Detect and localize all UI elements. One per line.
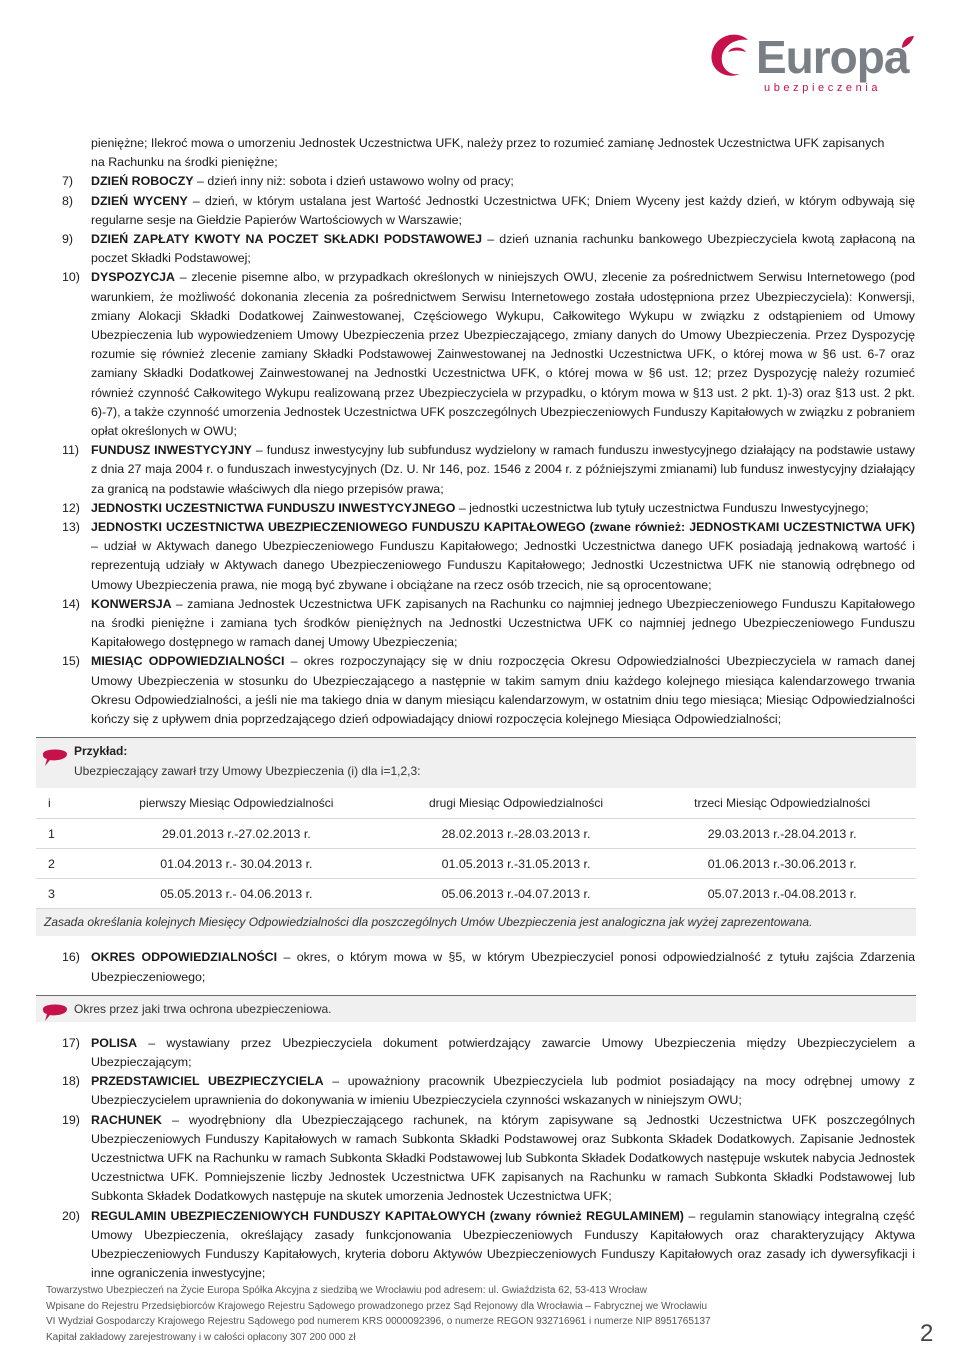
definition-term: MIESIĄC ODPOWIEDZIALNOŚCI (91, 654, 285, 669)
footer-line: Kapitał zakładowy zarejestrowany i w całości opłacony 307 200 000 zł (46, 1331, 356, 1343)
example-table (36, 788, 916, 909)
definition-number: 7) (62, 174, 74, 189)
definition-item (62, 192, 915, 230)
definition-term: DZIEŃ ROBOCZY (91, 174, 194, 189)
definition-number: 19) (62, 1112, 80, 1127)
page-number: 2 (920, 1320, 934, 1347)
definition-number: 11) (62, 443, 79, 458)
table-cell: 1 (36, 819, 89, 849)
definition-term: JEDNOSTKI UCZESTNICTWA FUNDUSZU INWESTYCYJNEGO (91, 500, 456, 515)
definition-number: 9) (62, 232, 74, 247)
company-footer (46, 1283, 711, 1345)
table-header-row (36, 788, 916, 819)
example-header (36, 737, 916, 788)
definition-text: – wyodrębniony dla Ubezpieczającego rachunek, na którym zapisywane są Jednostki Uczestnictwa UFK poszczególnych Ubezpieczeniowych Funduszy Kapitałowych w ramach Subkonta Składki Podstawowej oraz Subkonta Składek Dodatkowych. Zapisanie Jednostek Uczestnictwa UFK na Rachunku w ramach Subkonta Składki Podstawowej lub Subkonta Składek Dodatkowych następuje wskutek nabycia Jednostek Uczestnictwa UFK. Pomniejszenie liczby Jednostek Uczestnictwa UFK zapisanych na Rachunku w ramach Subkonta Składki Podstawowej lub Subkonta Składek Dodatkowych następuje na skutek umorzenia Jednostek Uczestnictwa UFK; (91, 1112, 915, 1204)
definition-item (62, 948, 915, 986)
definition-term: DZIEŃ ZAPŁATY KWOTY NA POCZET SKŁADKI PODSTAWOWEJ (91, 232, 483, 247)
document-body (44, 134, 916, 1283)
definition-item (62, 652, 915, 729)
definitions-list (62, 1034, 915, 1284)
definition-term: KONWERSJA (91, 596, 172, 611)
definition-number: 16) (62, 950, 80, 965)
definition-number: 20) (62, 1208, 80, 1223)
table-row (36, 849, 916, 879)
definition-term: REGULAMIN UBEZPIECZENIOWYCH FUNDUSZY KAPITAŁOWYCH (zwany również REGULAMINEM) (91, 1208, 684, 1223)
definition-text: – jednostki uczestnictwa lub tytuły uczestnictwa Funduszu Inwestycyjnego; (455, 500, 869, 515)
note-box (36, 995, 916, 1022)
definition-term: DYSPOZYCJA (91, 270, 175, 285)
definition-number: 18) (62, 1074, 80, 1089)
column-header: pierwszy Miesiąc Odpowiedzialności (89, 788, 384, 819)
definition-number: 14) (62, 596, 80, 611)
example-subtitle: Ubezpieczający zawarł trzy Umowy Ubezpieczenia (i) dla i=1,2,3: (74, 764, 421, 779)
column-header: trzeci Miesiąc Odpowiedzialności (648, 788, 916, 819)
definition-item (62, 518, 915, 595)
definition-text: – okres rozpoczynający się w dniu rozpoczęcia Okresu Odpowiedzialności Ubezpieczyciela w ramach danej Umowy Ubezpieczenia w stosunku do Ubezpieczającego a następnie w takim samym dniu każdego kolejnego miesiąca kalendarzowego trwania Okresu Odpowiedzialności, a jeśli nie ma takiego dnia w danym miesiącu kalendarzowym, w ostatnim dniu tego miesiąca; Miesiąc Odpowiedzialności kończy się z upływem dnia poprzedzającego dzień odpowiadający dniowi rozpoczęcia kolejnego Miesiąca Odpowiedzialności; (91, 654, 915, 727)
table-cell: 05.07.2013 r.-04.08.2013 r. (648, 879, 916, 909)
definition-number: 8) (62, 193, 74, 208)
note-text: Okres przez jaki trwa ochrona ubezpieczeniowa. (74, 1001, 332, 1016)
column-header: drugi Miesiąc Odpowiedzialności (384, 788, 649, 819)
definition-term: FUNDUSZ INWESTYCYJNY (91, 443, 252, 458)
definition-term: RACHUNEK (91, 1112, 162, 1127)
definition-item (62, 441, 915, 499)
intro-line: pieniężne; Ilekroć mowa o umorzeniu Jednostek Uczestnictwa UFK, należy przez to rozumieć zamianę Jednostek Uczestnictwa UFK zapisanych (91, 136, 885, 150)
definition-text: – udział w Aktywach danego Ubezpieczeniowego Funduszu Kapitałowego; Jednostki Uczestnictwa danego UFK posiadają jednakową wartość i reprezentują udziały w Aktywach danego Ubezpieczeniowego Funduszu Kapitałowego; Jednostki Uczestnictwa UFK nie stanowią odrębnego od Umowy Ubezpieczenia prawa, nie mogą być zbywane i obciążane na rzecz osób trzecich, nie są oprocentowane; (91, 539, 915, 592)
definition-term: OKRES ODPOWIEDZIALNOŚCI (91, 950, 278, 965)
definition-item (62, 1072, 915, 1110)
definition-term: JEDNOSTKI UCZESTNICTWA UBEZPIECZENIOWEGO FUNDUSZU KAPITAŁOWEGO (zwane również: JEDNOSTKAMI UCZESTNICTWA UFK) (91, 520, 915, 535)
definition-text: – okres, o którym mowa w §5, w którym Ubezpieczyciel ponosi odpowiedzialność z tytułu zajścia Zdarzenia Ubezpieczeniowego; (91, 950, 915, 984)
definition-item (62, 172, 915, 191)
footer-line: VI Wydział Gospodarczy Krajowego Rejestru Sądowego pod numerem KRS 0000092396, o numerze REGON 932716961 i numerze NIP 8951765137 (46, 1316, 711, 1327)
table-row (36, 879, 916, 909)
definition-item (62, 1111, 915, 1207)
table-cell: 01.04.2013 r.- 30.04.2013 r. (89, 849, 384, 879)
definitions-list (62, 172, 915, 729)
example-box (36, 737, 916, 936)
definition-item (62, 595, 915, 653)
definition-item (62, 1034, 915, 1072)
definition-number: 10) (62, 270, 80, 285)
definition-text: – dzień, w którym ustalana jest Wartość Jednostki Uczestnictwa UFK; Dniem Wyceny jest każdy dzień, w którym odbywają się regularne sesje na Giełdzie Papierów Wartościowych w Warszawie; (91, 193, 915, 227)
definition-text: – fundusz inwestycyjny lub subfundusz wydzielony w ramach funduszu inwestycyjnego działający na podstawie ustawy z dnia 27 maja 2004 r. o funduszach inwestycyjnych (Dz. U. Nr 146, poz. 1546 z 2004 r. z późniejszymi zmianami) lub fundusz inwestycyjny działający za granicą na podstawie właściwych dla niego przepisów prawa; (91, 443, 916, 496)
speech-bubble-icon (40, 1001, 70, 1023)
table-cell: 01.06.2013 r.-30.06.2013 r. (648, 849, 916, 879)
definition-text: – zamiana Jednostek Uczestnictwa UFK zapisanych na Rachunku co najmniej jednego Ubezpieczeniowego Funduszu Kapitałowego na środki pieniężne i zamiana tych środków pieniężnych na Jednostki Uczestnictwa UFK co najmniej jednego Ubezpieczeniowego Funduszu Kapitałowego dostępnego w ramach danej Umowy Ubezpieczenia; (91, 596, 915, 650)
europa-logo (708, 30, 928, 96)
definition-number: 15) (62, 654, 80, 669)
table-cell: 2 (36, 849, 89, 879)
example-title: Przykład: (74, 744, 128, 759)
definition-term: PRZEDSTAWICIEL UBEZPIECZYCIELA (91, 1074, 324, 1089)
table-row (36, 819, 916, 849)
table-cell: 01.05.2013 r.-31.05.2013 r. (384, 849, 649, 879)
table-cell: 29.03.2013 r.-28.04.2013 r. (648, 819, 916, 849)
intro-line: na Rachunku na środki pieniężne; (91, 155, 278, 170)
definition-text: – regulamin stanowiący integralną część Umowy Ubezpieczenia, określający zasady funkcjonowania Ubezpieczeniowych Funduszy Kapitałowych oraz charakteryzujący Aktywa Ubezpieczeniowych Funduszy Kapitałowych, kryteria doboru Aktywów Ubezpieczeniowych Funduszy Kapitałowych oraz zasady ich dywersyfikacji i inne ograniczenia inwestycyjne; (91, 1208, 915, 1281)
definition-number: 12) (62, 500, 80, 515)
definition-item (62, 499, 915, 518)
logo-wordmark: Europa (756, 31, 909, 83)
table-cell: 05.05.2013 r.- 04.06.2013 r. (89, 879, 384, 909)
speech-bubble-icon (40, 746, 70, 768)
definition-item (62, 1207, 915, 1284)
definition-text: – dzień uznania rachunku bankowego Ubezpieczyciela kwotą zapłaconą na poczet Składki Podstawowej; (91, 232, 916, 266)
footer-line: Towarzystwo Ubezpieczeń na Życie Europa Spółka Akcyjna z siedzibą we Wrocławiu pod adresem: ul. Gwiaździsta 62, 53-413 Wrocław (46, 1285, 648, 1296)
definition-item (62, 230, 915, 268)
table-cell: 29.01.2013 r.-27.02.2013 r. (89, 819, 384, 849)
table-cell: 3 (36, 879, 89, 909)
table-cell: 28.02.2013 r.-28.03.2013 r. (384, 819, 649, 849)
column-header: i (36, 788, 89, 819)
definition-term: DZIEŃ WYCENY (91, 193, 188, 208)
definition-number: 17) (62, 1035, 80, 1050)
definition-text: – dzień inny niż: sobota i dzień ustawowo wolny od pracy; (193, 174, 514, 189)
definition-item (62, 268, 915, 441)
definition-text: – wystawiany przez Ubezpieczyciela dokument potwierdzający zawarcie Umowy Ubezpieczenia między Ubezpieczycielem a Ubezpieczającym; (91, 1035, 915, 1069)
definition-term: POLISA (91, 1035, 138, 1050)
logo-subline: ubezpieczenia (764, 82, 882, 94)
definition-number: 13) (62, 520, 80, 535)
definition-text: – upoważniony pracownik Ubezpieczyciela lub podmiot posiadający na mocy odrębnej umowy z Ubezpieczycielem uprawnienia do dokonywania w imieniu Ubezpieczyciela czynności wskazanych w niniejszym OWU; (91, 1074, 915, 1108)
footer-line: Wpisane do Rejestru Przedsiębiorców Krajowego Rejestru Sądowego prowadzonego przez Sąd Rejonowy dla Wrocławia – Fabrycznej we Wrocławiu (46, 1300, 708, 1312)
definition-text: – zlecenie pisemne albo, w przypadkach określonych w niniejszych OWU, zlecenie za pośrednictwem Serwisu Internetowego (pod warunkiem, że możliwość dokonania zlecenia za pośrednictwem Serwisu Internetowego została udostępniona przez Ubezpieczyciela): Konwersji, zmiany Alokacji Składki Dodatkowej Zainwestowanej, Częściowego Wykupu, Całkowitego Wykupu w związku z odstąpieniem od Umowy Ubezpieczenia lub wypowiedzeniem Umowy Ubezpieczenia przez Ubezpieczającego, zmiany danych do Umowy Ubezpieczenia. Przez Dyspozycję rozumie się również zlecenie zamiany Składki Podstawowej Zainwestowanej na Jednostki Uczestnictwa UFK, o której mowa w §6 ust. 6-7 oraz zamiany Składki Dodatkowej Zainwestowanej na Jednostki Uczestnictwa UFK, o której mowa w §6 ust. 12; przez Dyspozycję należy rozumieć również czynność Całkowitego Wykupu realizowaną przez Ubezpieczyciela w przypadku, o którym mowa w §13 ust. 2 pkt. 1)-3) oraz §13 ust. 2 pkt. 6)-7), a także czynność umorzenia Jednostek Uczestnictwa UFK poszczególnych Ubezpieczeniowych Funduszy Kapitałowych w związku z pobraniem opłat określonych w OWU; (91, 270, 915, 439)
example-footer: Zasada określania kolejnych Miesięcy Odpowiedzialności dla poszczególnych Umów Ubezpieczenia jest analogiczna jak wyżej zaprezentowana. (36, 909, 916, 936)
europa-logo-mark-icon (708, 30, 756, 80)
table-cell: 05.06.2013 r.-04.07.2013 r. (384, 879, 649, 909)
